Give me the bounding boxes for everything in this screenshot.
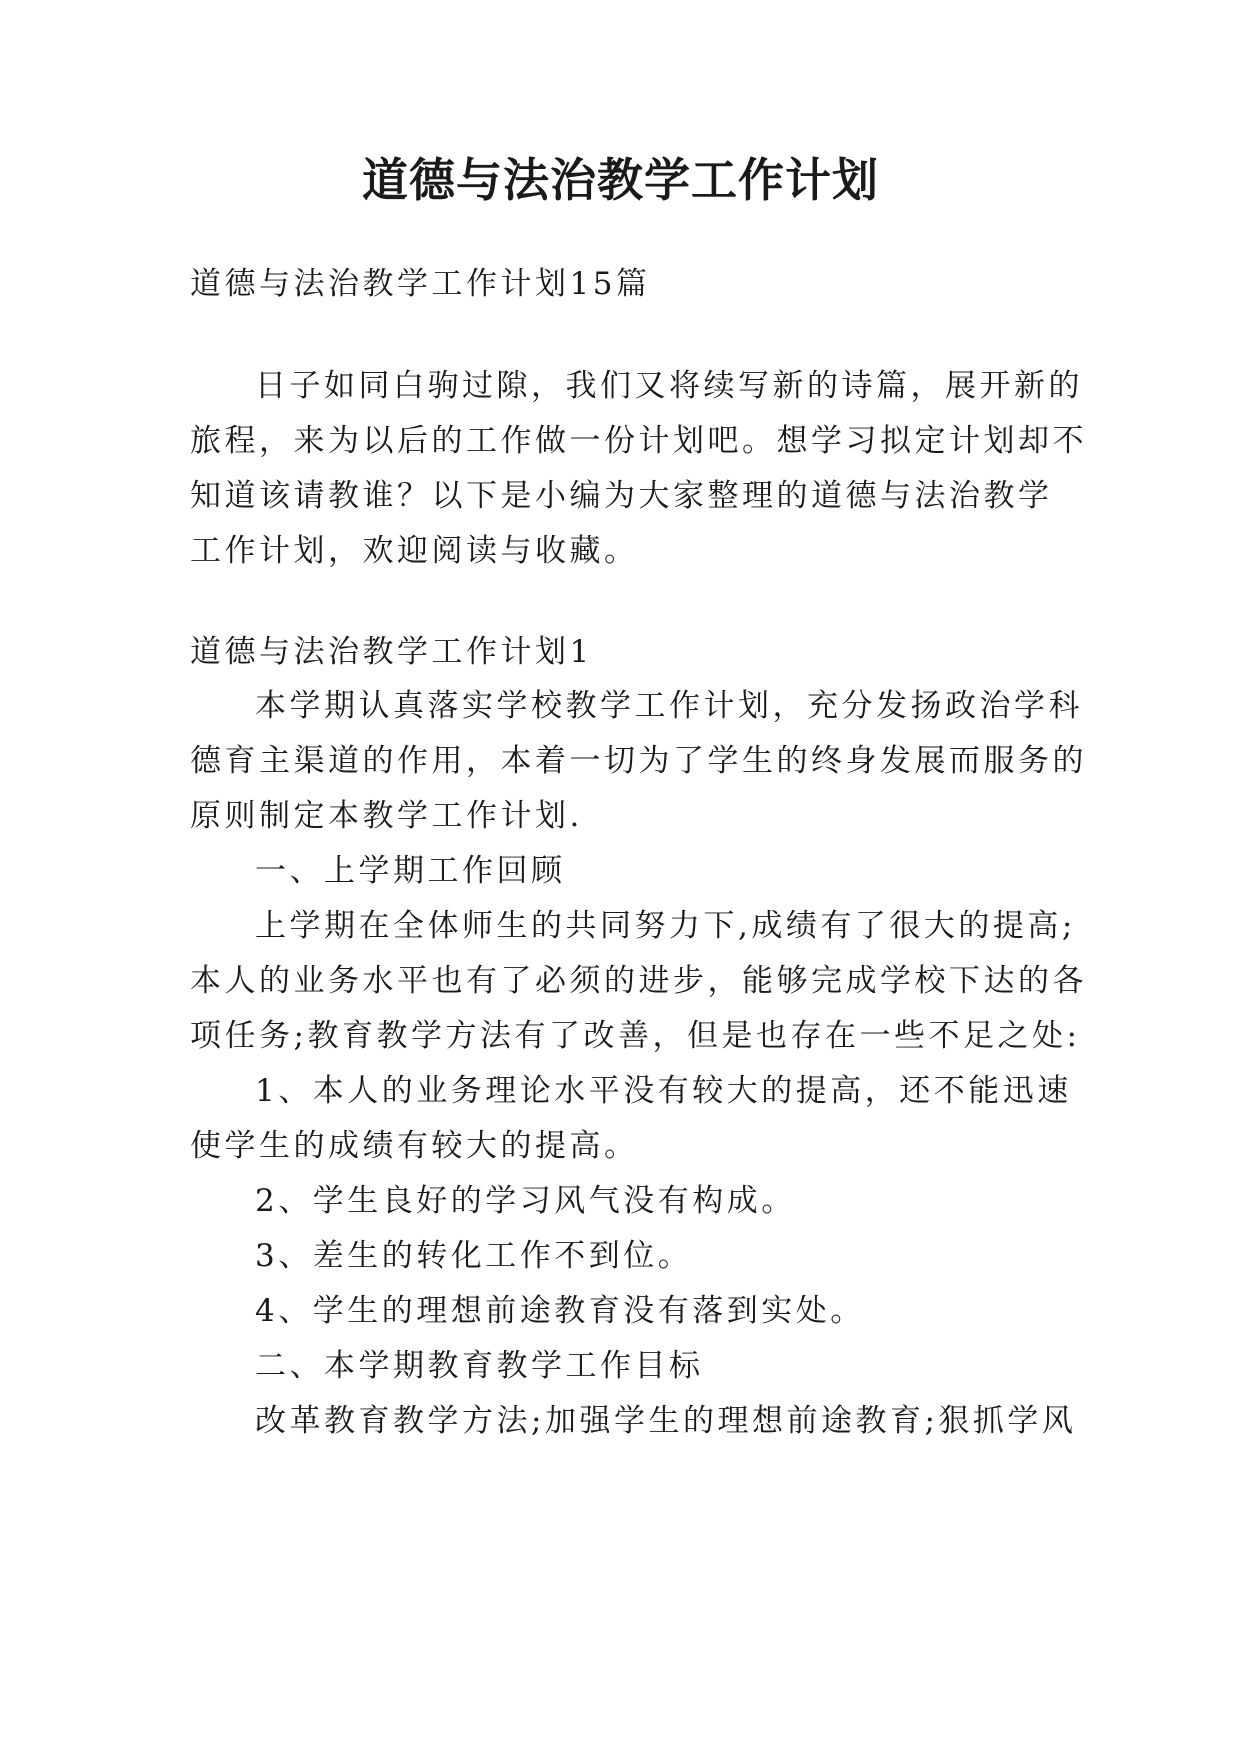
intro-line: 日子如同白驹过隙，我们又将续写新的诗篇，展开新的 xyxy=(255,368,1083,404)
document-subtitle: 道德与法治教学工作计划15篇 xyxy=(190,266,651,302)
body-line: 二、本学期教育教学工作目标 xyxy=(255,1348,704,1384)
intro-line: 旅程，来为以后的工作做一份计划吧。想学习拟定计划却不 xyxy=(190,423,1087,459)
body-line: 本学期认真落实学校教学工作计划，充分发扬政治学科 xyxy=(255,688,1083,724)
body-line: 一、上学期工作回顾 xyxy=(255,853,566,889)
body-line: 1、本人的业务理论水平没有较大的提高，还不能迅速 xyxy=(255,1073,1072,1109)
intro-line: 知道该请教谁？以下是小编为大家整理的道德与法治教学 xyxy=(190,478,1053,514)
body-line: 原则制定本教学工作计划. xyxy=(190,798,583,834)
body-line: 2、学生良好的学习风气没有构成。 xyxy=(255,1183,796,1219)
body-line: 3、差生的转化工作不到位。 xyxy=(255,1238,693,1274)
section-heading: 道德与法治教学工作计划1 xyxy=(190,634,593,670)
body-line: 项任务;教育教学方法有了改善，但是也存在一些不足之处: xyxy=(190,1018,1081,1054)
body-line: 改革教育教学方法;加强学生的理想前途教育;狠抓学风 xyxy=(255,1403,1077,1439)
body-line: 本人的业务水平也有了必须的进步，能够完成学校下达的各 xyxy=(190,963,1087,999)
body-line: 上学期在全体师生的共同努力下,成绩有了很大的提高; xyxy=(255,908,1076,944)
body-line: 使学生的成绩有较大的提高。 xyxy=(190,1128,639,1164)
body-line: 德育主渠道的作用，本着一切为了学生的终身发展而服务的 xyxy=(190,743,1087,779)
document-title: 道德与法治教学工作计划 xyxy=(362,153,879,207)
intro-line: 工作计划，欢迎阅读与收藏。 xyxy=(190,533,639,569)
body-line: 4、学生的理想前途教育没有落到实处。 xyxy=(255,1293,865,1329)
